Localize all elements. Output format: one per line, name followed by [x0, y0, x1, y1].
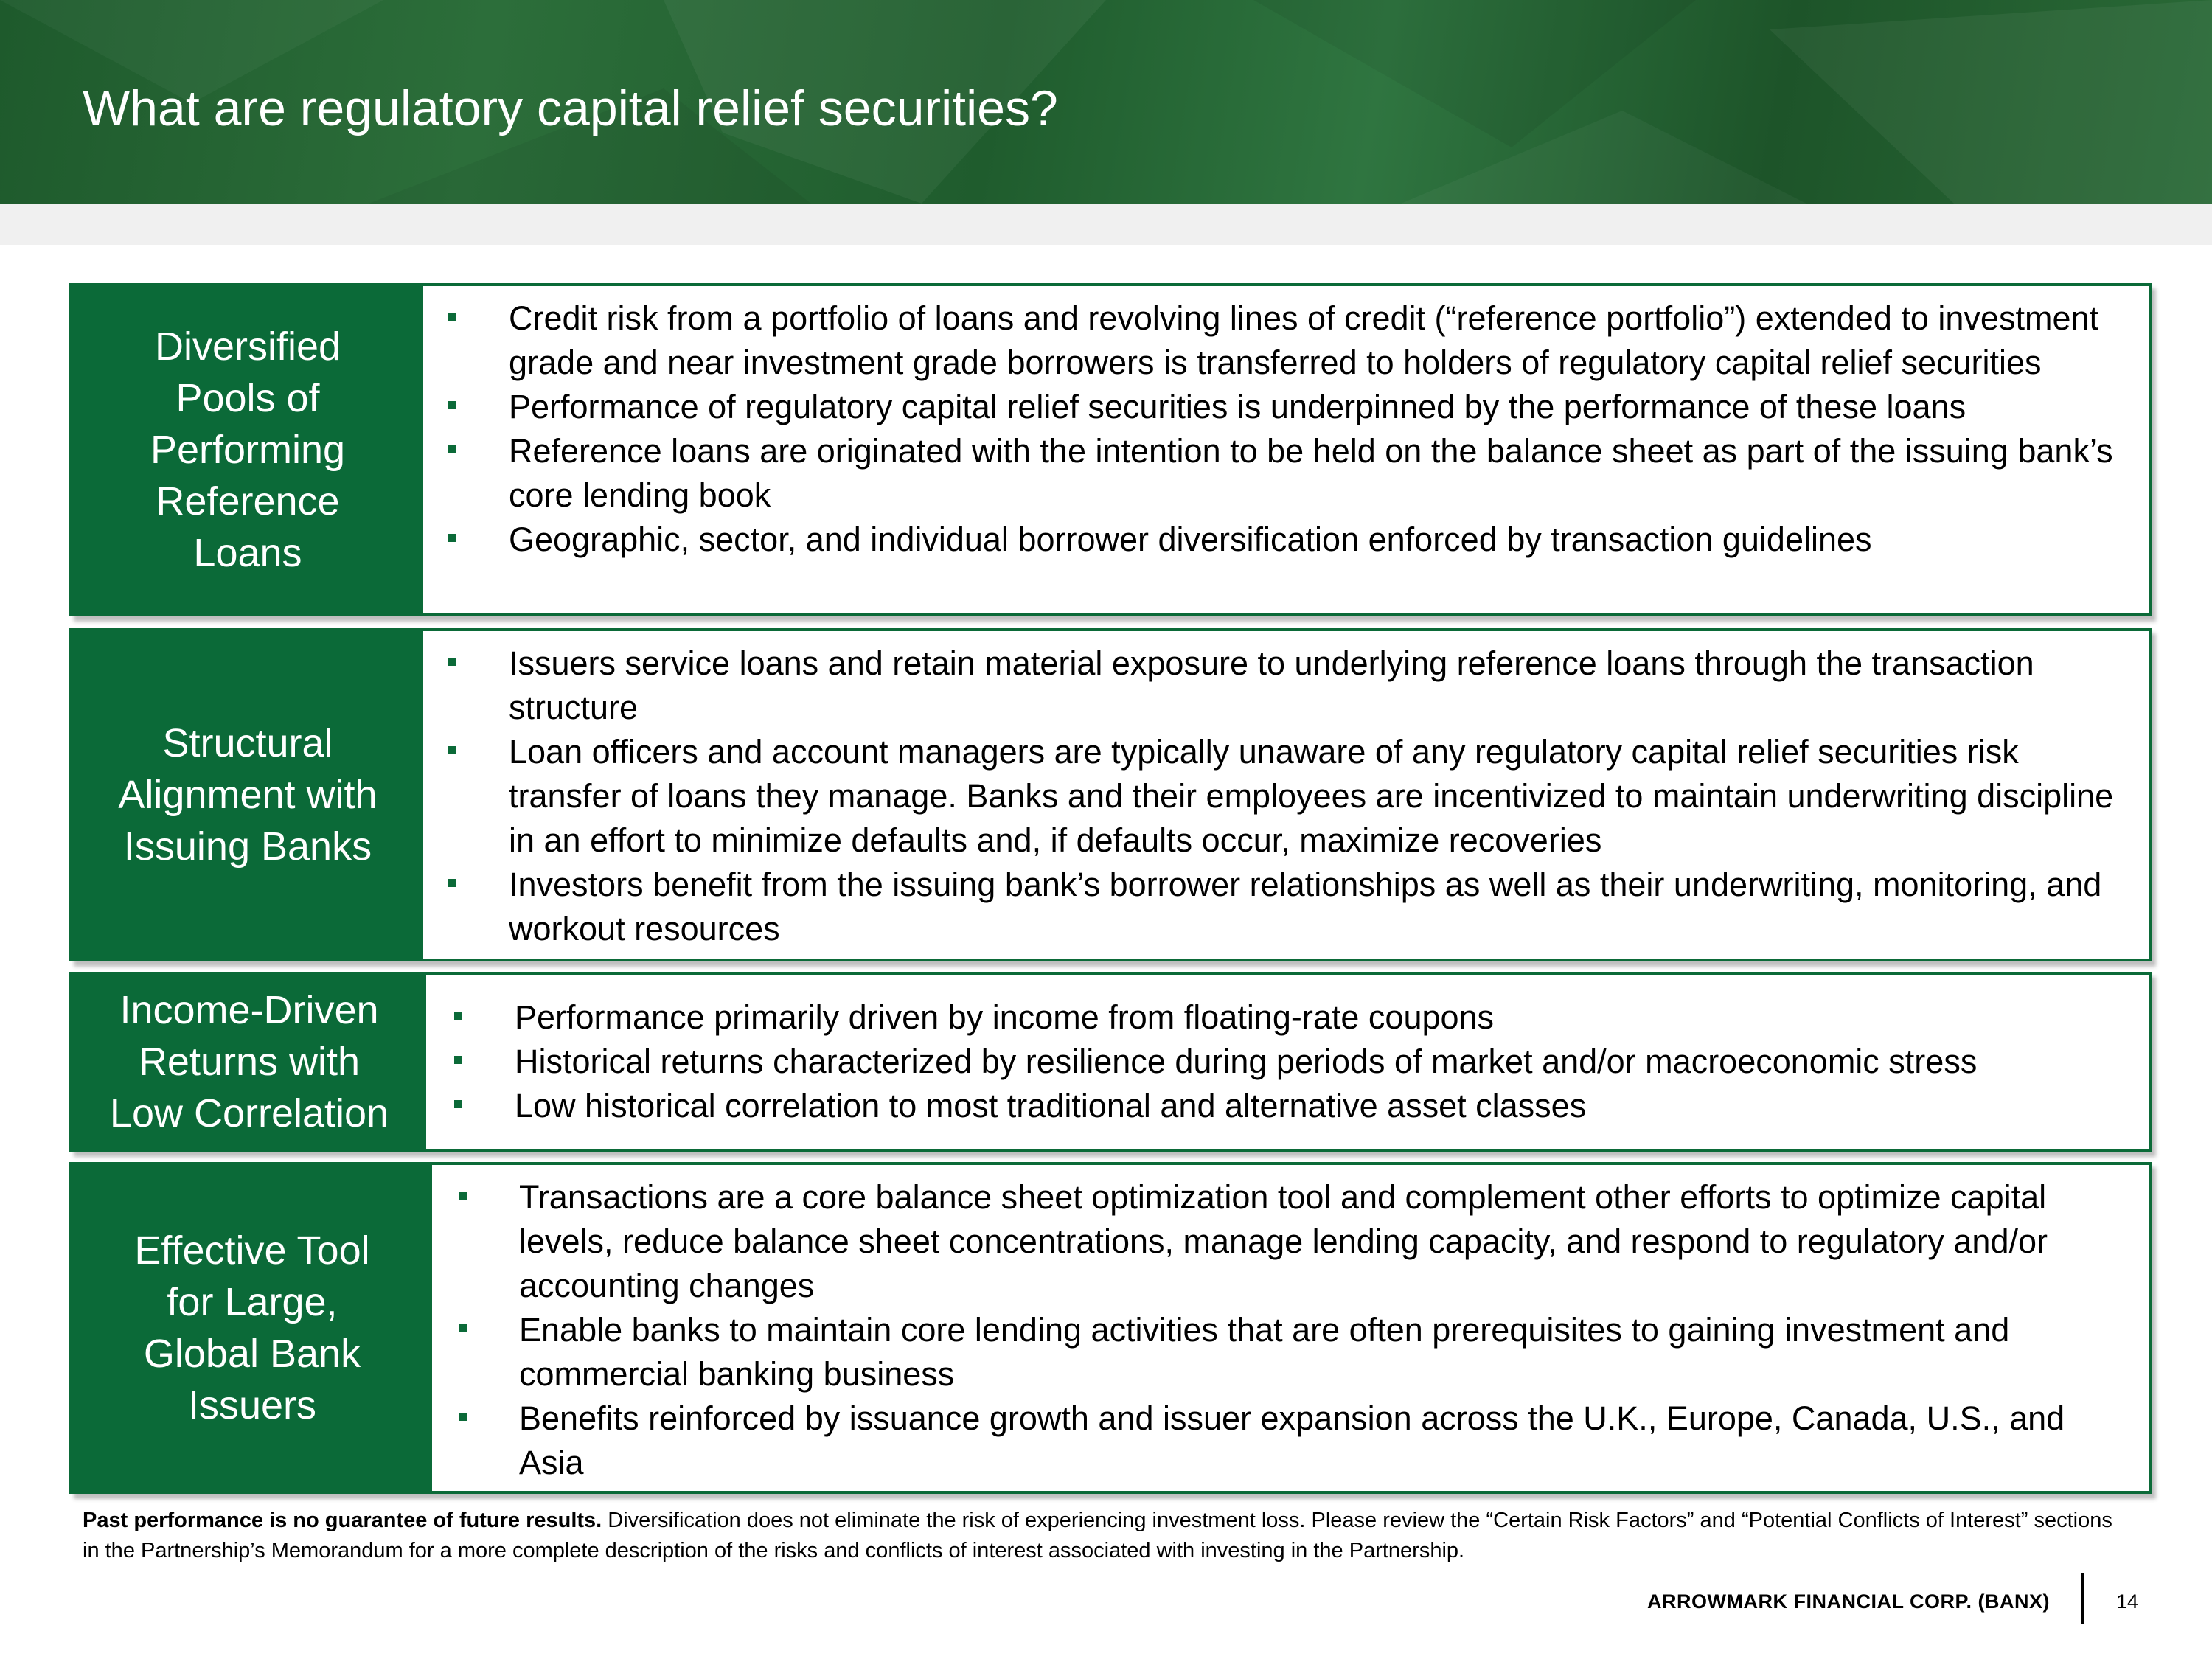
bullet-item: Investors benefit from the issuing bank’s borrower relationships as well as their underwriting, monitoring, and workout resources [438, 863, 2134, 951]
section-label-line: Pools of [175, 376, 320, 420]
section-label [72, 286, 423, 613]
page-title: What are regulatory capital relief securities? [83, 80, 1058, 136]
footer-company-name: ARROWMARK FINANCIAL CORP. (BANX) [1647, 1590, 2050, 1613]
section-label [72, 1165, 432, 1491]
section-label-line: Loans [193, 531, 302, 575]
bullet-list [438, 641, 2134, 951]
section-label-line: Reference [156, 479, 340, 524]
section-label [72, 975, 426, 1149]
bullet-item: Geographic, sector, and individual borrower diversification enforced by transaction guidelines [438, 518, 2134, 562]
disclaimer-bold: Past performance is no guarantee of future results. [83, 1509, 602, 1532]
section-income-driven [69, 972, 2152, 1152]
bullet-item: Low historical correlation to most traditional and alternative asset classes [444, 1084, 2134, 1128]
bullet-item: Enable banks to maintain core lending activities that are often prerequisites to gaining investment and commercial banking business [448, 1308, 2134, 1397]
section-diversified-pools [69, 283, 2152, 616]
bullet-list [438, 296, 2134, 562]
section-label-line: Issuers [187, 1383, 317, 1427]
section-structural-alignment [69, 628, 2152, 961]
bullet-item: Performance primarily driven by income from floating-rate coupons [444, 995, 2134, 1040]
disclaimer-footnote [83, 1506, 2132, 1566]
footer-divider [2081, 1573, 2084, 1624]
section-label [72, 631, 423, 959]
bullet-list [444, 995, 2134, 1128]
section-label-line: Effective Tool [134, 1228, 370, 1273]
section-label-line: Issuing Banks [123, 824, 372, 869]
section-label-line: Income-Driven [119, 988, 379, 1032]
bullet-list [448, 1175, 2134, 1485]
disclaimer-text: Diversification does not eliminate the risk of experiencing investment loss. Please review the “Certain Risk Factors” and “Potential Conflicts of Interest” sections in the Partnership’s Memorandum for a more complete description of the risks and conflicts of interest associated with investing in the Partnership. [83, 1509, 2112, 1562]
section-label-line: Alignment with [118, 773, 378, 817]
header-banner [0, 0, 2212, 204]
bullet-item: Benefits reinforced by issuance growth and issuer expansion across the U.K., Europe, Canada, U.S., and Asia [448, 1397, 2134, 1485]
bullet-item: Issuers service loans and retain material exposure to underlying reference loans through the transaction structure [438, 641, 2134, 730]
section-label-line: Low Correlation [109, 1091, 389, 1135]
section-label-line: Returns with [138, 1040, 361, 1084]
bullet-item: Historical returns characterized by resilience during periods of market and/or macroeconomic stress [444, 1040, 2134, 1084]
section-effective-tool [69, 1162, 2152, 1494]
section-label-line: for Large, [167, 1280, 338, 1324]
bullet-item: Reference loans are originated with the intention to be held on the balance sheet as part of the issuing bank’s core lending book [438, 429, 2134, 518]
section-label-line: Structural [162, 721, 333, 765]
section-label-line: Diversified [154, 324, 341, 369]
bullet-item: Transactions are a core balance sheet optimization tool and complement other efforts to optimize capital levels, reduce balance sheet concentrations, manage lending capacity, and respond to regulatory and/or accounting changes [448, 1175, 2134, 1308]
page-number: 14 [2116, 1590, 2139, 1613]
section-label-line: Global Bank [143, 1332, 361, 1376]
bullet-item: Credit risk from a portfolio of loans and revolving lines of credit (“reference portfolio”) extended to investment grade and near investment grade borrowers is transferred to holders of regulatory capital relief securities [438, 296, 2134, 385]
header-divider-band [0, 204, 2212, 245]
bullet-item: Loan officers and account managers are typically unaware of any regulatory capital relief securities risk transfer of loans they manage. Banks and their employees are incentivized to maintain underwriting discipline in an effort to minimize defaults and, if defaults occur, maximize recoveries [438, 730, 2134, 863]
section-label-line: Performing [150, 428, 346, 472]
bullet-item: Performance of regulatory capital relief securities is underpinned by the performance of these loans [438, 385, 2134, 429]
